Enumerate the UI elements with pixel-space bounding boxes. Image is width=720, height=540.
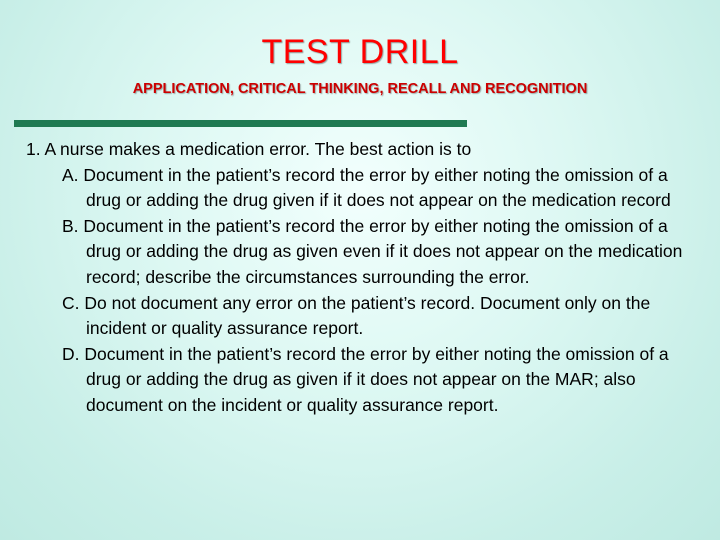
slide-title: TEST DRILL bbox=[261, 33, 459, 71]
question-stem: 1. A nurse makes a medication error. The best action is to bbox=[26, 139, 472, 159]
slide-subtitle: APPLICATION, CRITICAL THINKING, RECALL AND RECOGNITION bbox=[132, 81, 588, 97]
answer-option-a: A. Document in the patient’s record the error by either noting the omission of a drug or adding the drug given if it does not appear on the medication record bbox=[62, 164, 671, 211]
answer-option-d: D. Document in the patient’s record the error by either noting the omission of a drug or adding the drug as given if it does not appear on the MAR; also document on the incident or quality assurance report. bbox=[62, 343, 669, 415]
answer-option-b: B. Document in the patient’s record the error by either noting the omission of a drug or adding the drug as given even if it does not appear on the medication record; describe the circumstances surrounding the error. bbox=[62, 215, 683, 287]
answer-option-c: C. Do not document any error on the patient’s record. Document only on the incident or quality assurance report. bbox=[62, 292, 651, 339]
divider-rule bbox=[14, 120, 467, 127]
question-block bbox=[26, 137, 696, 419]
